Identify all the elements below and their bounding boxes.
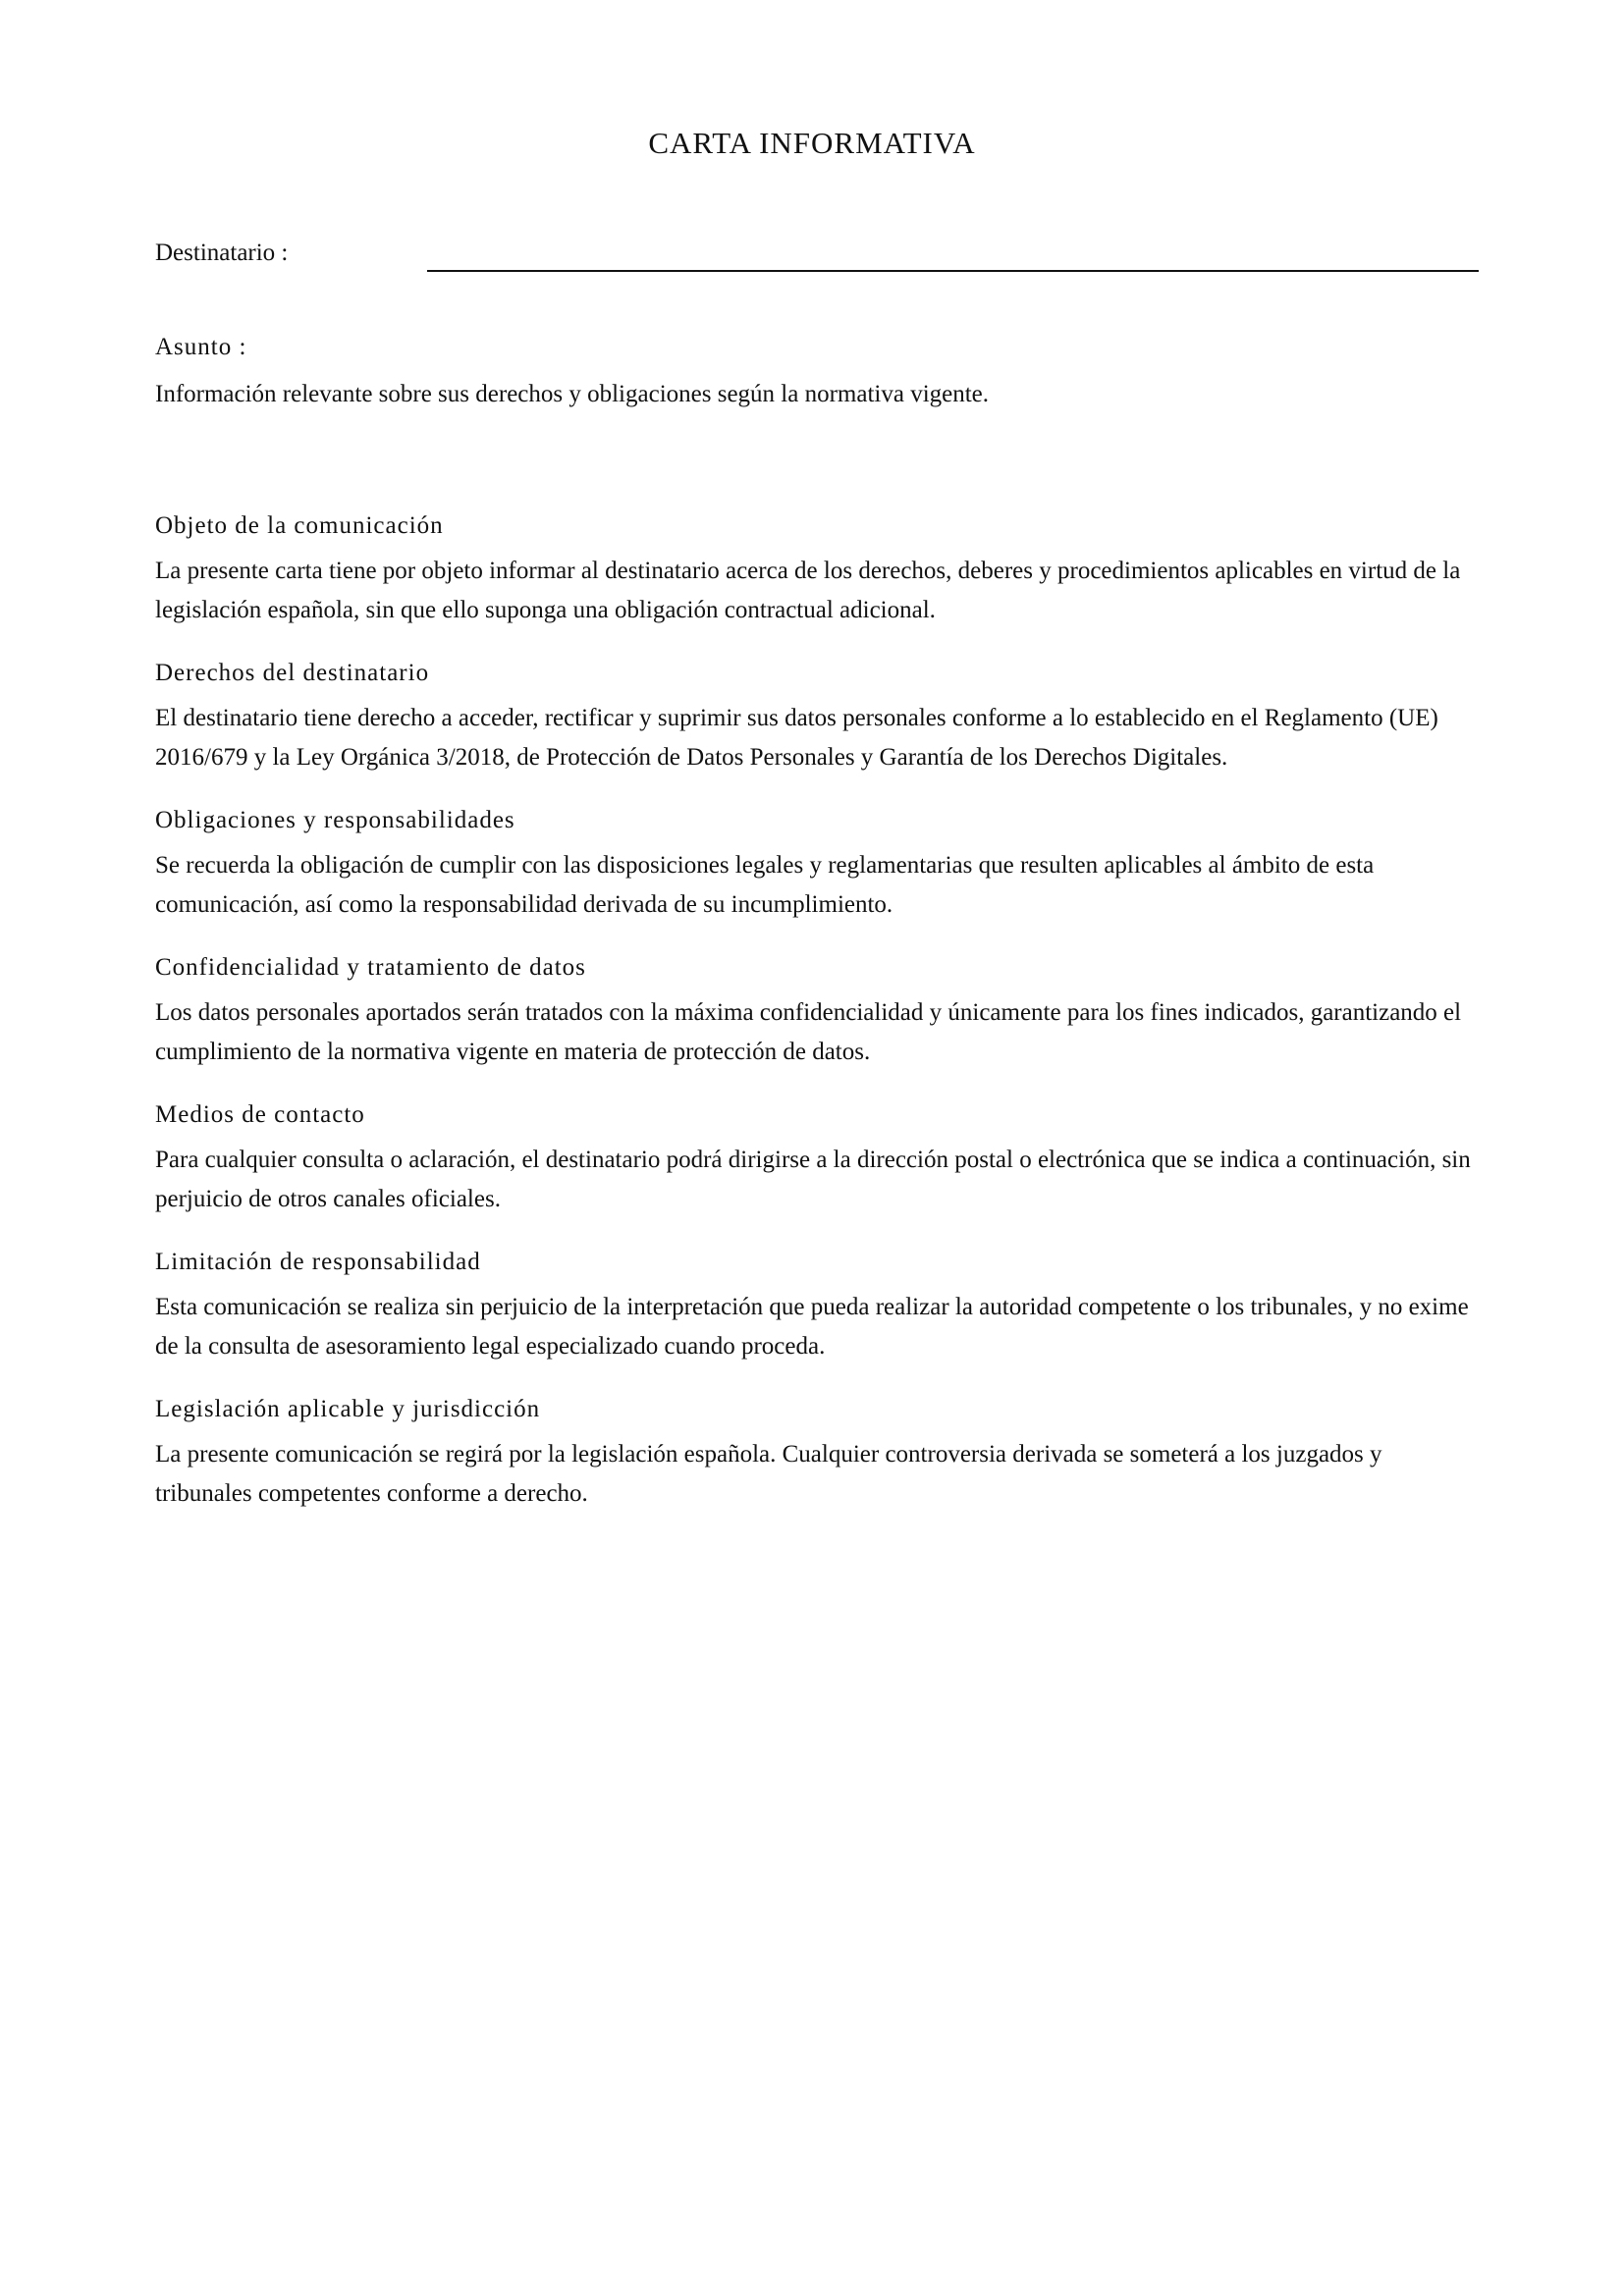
section-body: Para cualquier consulta o aclaración, el destinatario podrá dirigirse a la dirección postal o electrónica que se indica a continuación, sin perjuicio de otros canales oficiales. — [155, 1147, 1471, 1212]
section-confidencialidad — [155, 948, 1481, 1072]
section-limitacion — [155, 1243, 1481, 1366]
subject-text: Información relevante sobre sus derechos y obligaciones según la normativa vigente. — [155, 381, 990, 407]
document-title: CARTA INFORMATIVA — [648, 126, 976, 160]
section-legislacion — [155, 1390, 1481, 1514]
section-heading: Confidencialidad y tratamiento de datos — [155, 954, 586, 981]
section-derechos — [155, 654, 1481, 777]
recipient-label: Destinatario : — [155, 240, 289, 266]
section-body: El destinatario tiene derecho a acceder, rectificar y suprimir sus datos personales conforme a lo establecido en el Reglamento (UE) 2016/679 y la Ley Orgánica 3/2018, de Protección de Datos Personales y Garantía de los Derechos Digitales. — [155, 705, 1438, 771]
section-heading: Medios de contacto — [155, 1101, 365, 1128]
section-objeto — [155, 507, 1481, 630]
section-body: La presente carta tiene por objeto informar al destinatario acerca de los derechos, deberes y procedimientos aplicables en virtud de la legislación española, sin que ello suponga una obligación contractual adicional. — [155, 558, 1461, 623]
section-body: Esta comunicación se realiza sin perjuicio de la interpretación que pueda realizar la autoridad competente o los tribunales, y no exime de la consulta de asesoramiento legal especializado cuando proceda. — [155, 1294, 1469, 1360]
section-body: La presente comunicación se regirá por la legislación española. Cualquier controversia derivada se someterá a los juzgados y tribunales competentes conforme a derecho. — [155, 1441, 1382, 1507]
recipient-blank-line — [427, 270, 1479, 272]
section-body: Los datos personales aportados serán tratados con la máxima confidencialidad y únicamente para los fines indicados, garantizando el cumplimiento de la normativa vigente en materia de protección de datos. — [155, 999, 1462, 1065]
subject-label: Asunto : — [155, 334, 247, 360]
section-heading: Objeto de la comunicación — [155, 512, 444, 539]
section-heading: Legislación aplicable y jurisdicción — [155, 1396, 541, 1422]
section-body: Se recuerda la obligación de cumplir con las disposiciones legales y reglamentarias que resulten aplicables al ámbito de esta comunicación, así como la responsabilidad derivada de su incumplimiento. — [155, 852, 1375, 918]
section-heading: Obligaciones y responsabilidades — [155, 807, 515, 833]
sections-container — [155, 507, 1481, 1537]
section-heading: Derechos del destinatario — [155, 660, 430, 686]
section-heading: Limitación de responsabilidad — [155, 1249, 481, 1275]
section-obligaciones — [155, 801, 1481, 925]
section-contacto — [155, 1095, 1481, 1219]
